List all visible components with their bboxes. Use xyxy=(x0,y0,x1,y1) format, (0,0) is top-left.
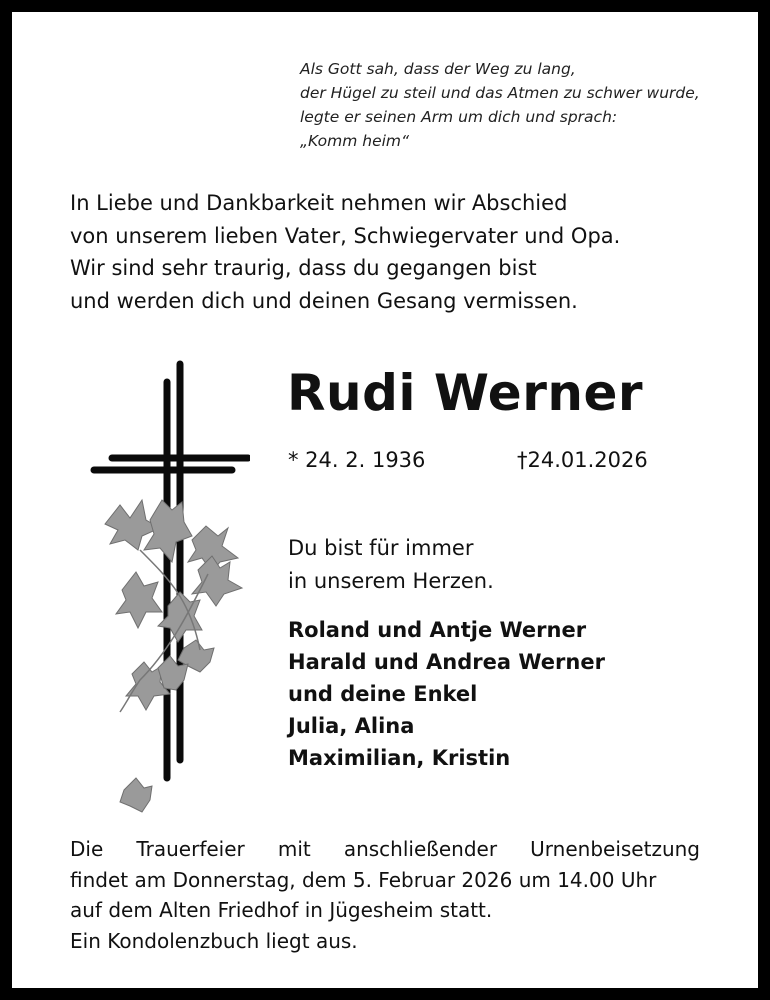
motto-line: Du bist für immer xyxy=(288,536,474,560)
service-line: Die Trauerfeier mit anschließender Urnenbeisetzung xyxy=(70,837,700,861)
deceased-name: Rudi Werner xyxy=(287,364,644,422)
service-line: findet am Donnerstag, dem 5. Februar 2026 um 14.00 Uhr xyxy=(70,867,657,892)
death-date: †24.01.2026 xyxy=(517,448,648,472)
funeral-service-info xyxy=(70,834,700,956)
obituary-notice xyxy=(12,12,758,988)
intro-line: In Liebe und Dankbarkeit nehmen wir Abschied xyxy=(70,191,568,215)
service-line: Ein Kondolenzbuch liegt aus. xyxy=(70,928,358,953)
motto xyxy=(288,532,494,597)
poem-line: „Komm heim“ xyxy=(300,132,410,150)
family-line: Julia, Alina xyxy=(288,714,415,738)
poem-line: der Hügel zu steil und das Atmen zu schwer wurde, xyxy=(300,84,700,102)
family-line: Maximilian, Kristin xyxy=(288,746,511,770)
cross-with-ivy-icon xyxy=(80,350,250,820)
intro-line: Wir sind sehr traurig, dass du gegangen bist xyxy=(70,256,537,280)
family-line: Roland und Antje Werner xyxy=(288,618,587,642)
poem-line: Als Gott sah, dass der Weg zu lang, xyxy=(300,60,576,78)
intro-line: von unserem lieben Vater, Schwiegervater und Opa. xyxy=(70,223,621,248)
intro-line: und werden dich und deinen Gesang vermissen. xyxy=(70,288,578,313)
motto-line: in unserem Herzen. xyxy=(288,568,494,593)
poem-line: legte er seinen Arm um dich und sprach: xyxy=(300,108,618,126)
intro-text xyxy=(70,187,620,317)
service-line: auf dem Alten Friedhof in Jügesheim statt. xyxy=(70,898,493,922)
family-signatures xyxy=(288,614,605,774)
poem xyxy=(300,57,700,153)
family-line: Harald und Andrea Werner xyxy=(288,650,605,674)
birth-date: * 24. 2. 1936 xyxy=(288,448,426,472)
family-line: und deine Enkel xyxy=(288,682,478,706)
